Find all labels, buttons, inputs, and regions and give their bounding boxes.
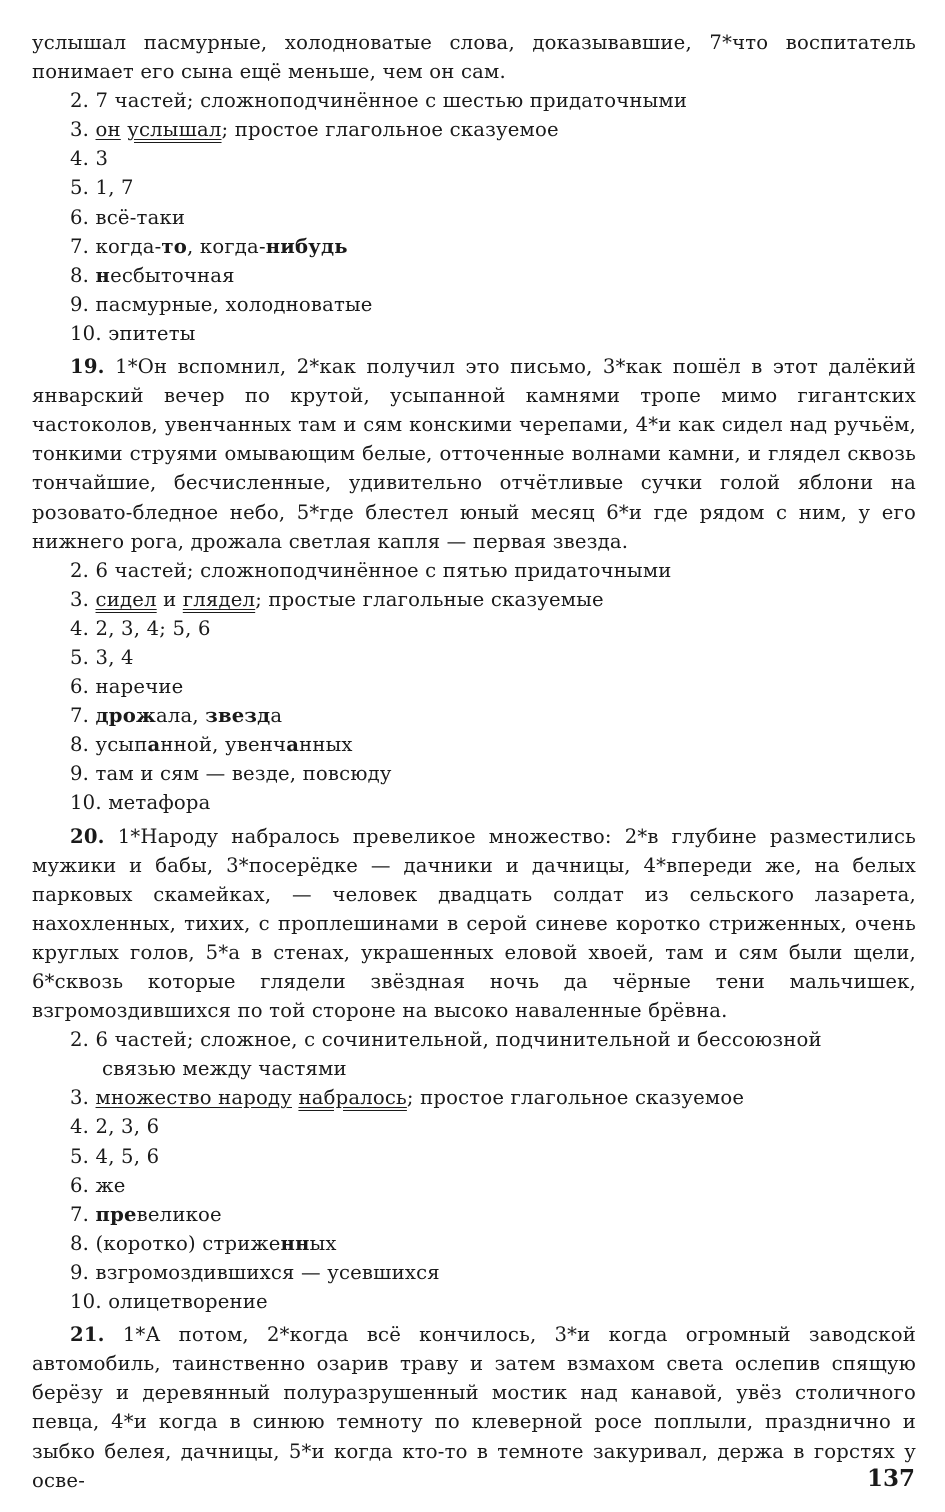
b21-paragraph: 1*А потом, 2*когда всё кончилось, 3*и когда огромный заводской автомобиль, таинственно озарив траву и затем взмахом света ослепив спящую берёзу и деревянный полуразрушенный мостик над канавой, увёз столичного певца, 4*и когда в синюю темноту по клеверной росе поплыли, празднично и зыбко белея, дачницы, 5*и когда кто-то в темноте закуривал, держа в горстях у осве- — [32, 1323, 916, 1492]
b19-i7-end: а — [270, 704, 283, 728]
block-18-tail: услышал пасмурные, холодноватые слова, доказывавшие, 7*что воспитатель понимает его сына ещё меньше, чем он сам. — [32, 31, 916, 84]
b19-item-4: 4. 2, 3, 4; 5, 6 — [70, 616, 211, 640]
b20-item-8 — [32, 1229, 916, 1258]
b20-predicate: набралось — [298, 1086, 407, 1110]
b19-item-6: 6. наречие — [70, 675, 184, 699]
b19-i3-rest: ; простые глагольные сказуемые — [255, 587, 604, 611]
task-number-19: 19. — [70, 355, 105, 379]
b20-subject: множество народу — [95, 1086, 292, 1110]
b19-predicate-2: глядел — [182, 587, 256, 611]
block-20-text — [32, 822, 916, 1026]
b18-i8-num: 8. — [70, 263, 96, 287]
b19-item-8 — [32, 730, 916, 759]
b18-subject: он — [95, 118, 121, 142]
task-number-21: 21. — [70, 1323, 105, 1347]
b20-i3-rest: ; простое глагольное сказуемое — [406, 1086, 745, 1110]
b19-i3-and: и — [156, 587, 183, 611]
b19-item-3 — [32, 585, 916, 614]
b19-i7-num: 7. — [70, 704, 96, 728]
b20-i7-rest: великое — [136, 1202, 222, 1226]
b18-item-8 — [32, 261, 916, 290]
b19-i8-bold-2: а — [286, 733, 300, 757]
b20-item-6: 6. же — [70, 1173, 126, 1197]
b18-i8-bold: н — [95, 263, 111, 287]
b20-i8-rest: ых — [309, 1231, 337, 1255]
b20-i7-num: 7. — [70, 1202, 96, 1226]
b19-item-7 — [32, 701, 916, 730]
b20-item-7 — [32, 1200, 916, 1229]
task-number-20: 20. — [70, 824, 105, 848]
b19-i8-num: 8. усып — [70, 733, 148, 757]
b19-i7-bold-2: звезд — [205, 704, 271, 728]
b20-i8-num: 8. (коротко) стриже — [70, 1231, 281, 1255]
b19-item-10: 10. метафора — [70, 791, 211, 815]
b19-i7-mid: ала, — [155, 704, 206, 728]
b18-item-3 — [32, 115, 916, 144]
b18-i8-rest: есбыточная — [110, 263, 235, 287]
b18-i7-bold-1: то — [161, 234, 188, 258]
b19-i8-mid: нной, увенч — [160, 733, 287, 757]
b19-item-9: 9. там и сям — везде, повсюду — [70, 762, 392, 786]
b20-item-4: 4. 2, 3, 6 — [70, 1115, 160, 1139]
b19-i3-num: 3. — [70, 587, 96, 611]
b19-paragraph: 1*Он вспомнил, 2*как получил это письмо, 3*как пошёл в этот далёкий январский вечер по крутой, усыпанной камнями тропе мимо гигантских частоколов, увенчанных там и сям конскими черепами, 4*и как сидел над ручьём, тонкими струями омывающим белые, отточенные волнами камни, и глядел сквозь тончайшие, бесчисленные, удивительно отчётливые сучки голой яблони на розовато-бледное небо, 5*где блестел юный месяц 6*и где рядом с ним, у его нижнего рога, дрожала светлая капля — первая звезда. — [32, 355, 916, 553]
b19-i8-bold-1: а — [147, 733, 161, 757]
b18-item-10: 10. эпитеты — [70, 321, 196, 345]
b19-item-2: 2. 6 частей; сложноподчинённое с пятью придаточными — [70, 558, 672, 582]
b20-item-9: 9. взгромоздившихся — усевшихся — [70, 1260, 440, 1284]
block-19-text — [32, 352, 916, 556]
b20-item-3 — [32, 1083, 916, 1112]
b20-item-2-cont: связью между частями — [102, 1057, 347, 1081]
b18-item-9: 9. пасмурные, холодноватые — [70, 292, 373, 316]
b20-i3-num: 3. — [70, 1086, 96, 1110]
b20-item-10: 10. олицетворение — [70, 1290, 268, 1314]
b18-item-6: 6. всё-таки — [70, 205, 186, 229]
b20-i8-bold: нн — [280, 1231, 310, 1255]
b19-predicate-1: сидел — [95, 587, 157, 611]
page-number: 137 — [866, 1465, 915, 1492]
b18-item-5: 5. 1, 7 — [70, 176, 134, 200]
b18-i7-bold-2: нибудь — [265, 234, 348, 258]
b18-i3-rest: ; простое глагольное сказуемое — [221, 118, 559, 142]
block-21-text — [32, 1320, 916, 1495]
answer-text — [32, 28, 916, 1495]
b18-item-2: 2. 7 частей; сложноподчинённое с шестью придаточными — [70, 89, 688, 113]
b19-i7-bold-1: дрож — [95, 704, 156, 728]
b18-predicate: услышал — [127, 118, 222, 142]
b19-i8-end: нных — [299, 733, 353, 757]
b18-i7-num: 7. когда- — [70, 234, 162, 258]
b19-item-5: 5. 3, 4 — [70, 645, 134, 669]
b20-item-5: 5. 4, 5, 6 — [70, 1144, 160, 1168]
b18-item-4: 4. 3 — [70, 147, 109, 171]
b18-i7-mid: , когда- — [187, 234, 266, 258]
b18-item-7 — [32, 232, 916, 261]
b20-item-2: 2. 6 частей; сложное, с сочинительной, подчинительной и бессоюзной — [70, 1028, 822, 1052]
b20-i7-bold: пре — [95, 1202, 137, 1226]
b18-i3-num: 3. — [70, 118, 96, 142]
b20-paragraph: 1*Народу набралось превеликое множество: 2*в глубине разместились мужики и бабы, 3*посерёдке — дачники и дачницы, 4*впереди же, на белых парковых скамейках, — человек двадцать солдат из сельского лазарета, нахохленных, тихих, с проплешинами в серой синеве коротко стриженных, очень круглых голов, 5*а в стенах, украшенных еловой хвоей, там и сям были щели, 6*сквозь которые глядели звёздная ночь да чёрные тени мальчишек, взгромоздившихся по той стороне на высоко наваленные брёвна. — [32, 824, 916, 1023]
